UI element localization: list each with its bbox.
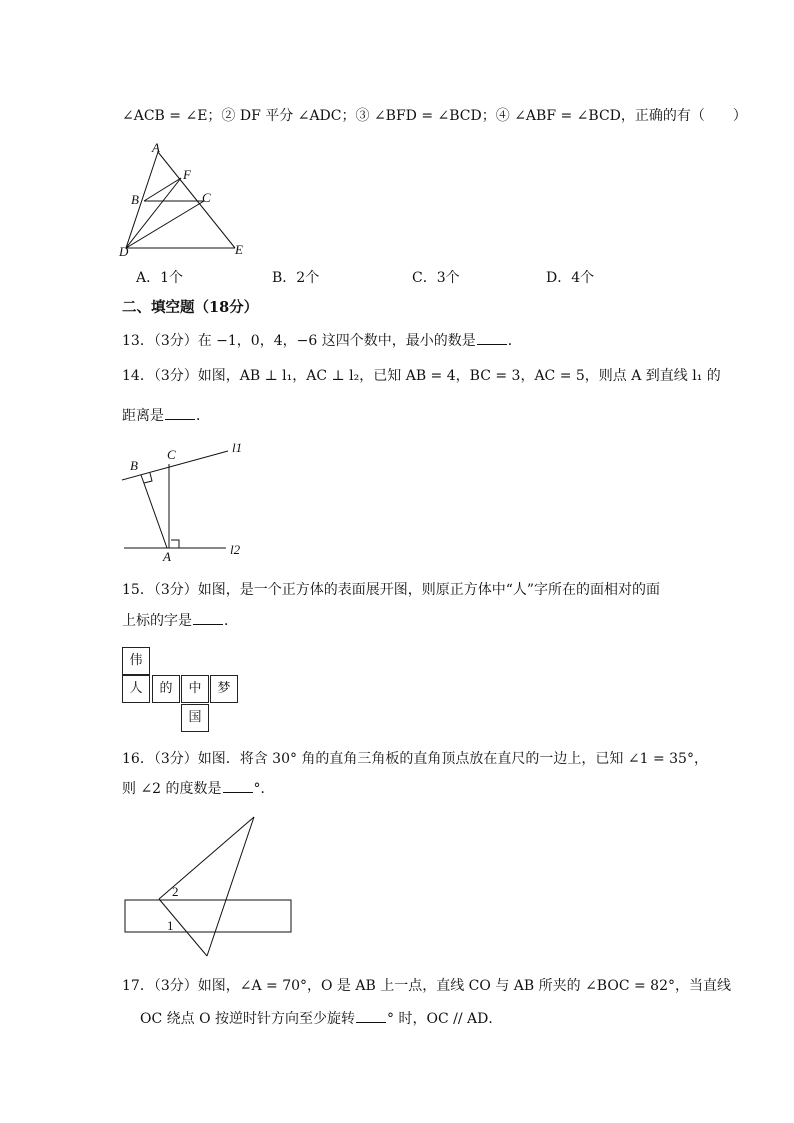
- net-cell-ren: 人: [122, 675, 150, 703]
- q16-line-1: 16．（3分）如图．将含 30° 角的直角三角板的直角顶点放在直尺的一边上，已知 ∠1 = 35°，: [122, 751, 708, 767]
- q15-line-2: [122, 611, 238, 631]
- net-cell-zhong: 中: [181, 675, 209, 703]
- q13-text-end: ．: [507, 333, 522, 349]
- section-heading: 二、填空题（18分）: [122, 299, 259, 316]
- q12-option-d: D．4个: [546, 270, 595, 286]
- q14-text: 距离是: [122, 408, 164, 424]
- q15-text: 上标的字是: [122, 613, 192, 629]
- q14-label-b: B: [130, 458, 138, 473]
- q12-label-f: F: [183, 167, 191, 182]
- q14-label-l2: l2: [230, 542, 241, 557]
- q13-text: 13．（3分）在 −1，0，4，−6 这四个数中，最小的数是: [122, 333, 476, 349]
- q16-text: 则 ∠2 的度数是: [122, 781, 222, 797]
- q15-cube-net: [122, 647, 240, 734]
- q15-text-end: ．: [224, 613, 238, 629]
- q14-text-end: ．: [196, 408, 210, 424]
- q14-answer-blank[interactable]: [165, 407, 195, 420]
- q12-option-c: C．3个: [412, 270, 460, 286]
- q16-line-2: [122, 779, 275, 799]
- q15-line-1: 15．（3分）如图，是一个正方体的表面展开图，则原正方体中“人”字所在的面相对的面: [122, 582, 661, 598]
- q17-line-2: [140, 1009, 502, 1029]
- q14-line-2: [122, 406, 210, 426]
- q12-label-a: A: [152, 140, 160, 155]
- q17-text: OC 绕点 O 按逆时针方向至少旋转: [140, 1011, 356, 1027]
- q17-answer-blank[interactable]: [356, 1010, 386, 1023]
- q17-text-end: ° 时，OC // AD．: [387, 1011, 503, 1027]
- net-cell-guo: 国: [181, 704, 209, 732]
- q12-statement-text: ∠ACB = ∠E；② DF 平分 ∠ADC；③ ∠BFD = ∠BCD；④ ∠ABF = ∠BCD，正确的有（ ）: [122, 108, 747, 124]
- q16-text-end: °．: [253, 781, 275, 797]
- q13-line: [122, 331, 522, 351]
- q14-label-l1: l1: [232, 440, 243, 455]
- q14-label-a: A: [163, 549, 171, 564]
- q12-option-b: B．2个: [272, 270, 320, 286]
- q15-answer-blank[interactable]: [193, 612, 223, 625]
- q12-label-b: B: [131, 192, 139, 207]
- net-cell-wei: 伟: [122, 647, 150, 675]
- q12-figure: [116, 140, 256, 260]
- q17-line-1: 17．（3分）如图，∠A = 70°，O 是 AB 上一点，直线 CO 与 AB 所夹的 ∠BOC = 82°，当直线: [122, 978, 731, 994]
- net-cell-meng: 梦: [210, 675, 238, 703]
- q13-answer-blank[interactable]: [477, 332, 507, 345]
- q12-label-d: D: [119, 244, 129, 259]
- q16-answer-blank[interactable]: [223, 780, 253, 793]
- q16-figure: [120, 810, 300, 960]
- q12-option-a: A．1个: [136, 270, 184, 286]
- q12-label-c: C: [202, 190, 211, 205]
- q14-figure: [116, 432, 256, 564]
- q12-statement-line: [122, 106, 747, 126]
- q14-label-c: C: [167, 447, 176, 462]
- q12-label-e: E: [235, 242, 243, 257]
- q16-label-angle-2: 2: [172, 884, 179, 899]
- q14-line-1: 14．（3分）如图，AB ⊥ l₁，AC ⊥ l₂，已知 AB = 4，BC = 3，AC = 5，则点 A 到直线 l₁ 的: [122, 368, 721, 384]
- net-cell-de: 的: [152, 675, 180, 703]
- q16-label-angle-1: 1: [167, 918, 174, 933]
